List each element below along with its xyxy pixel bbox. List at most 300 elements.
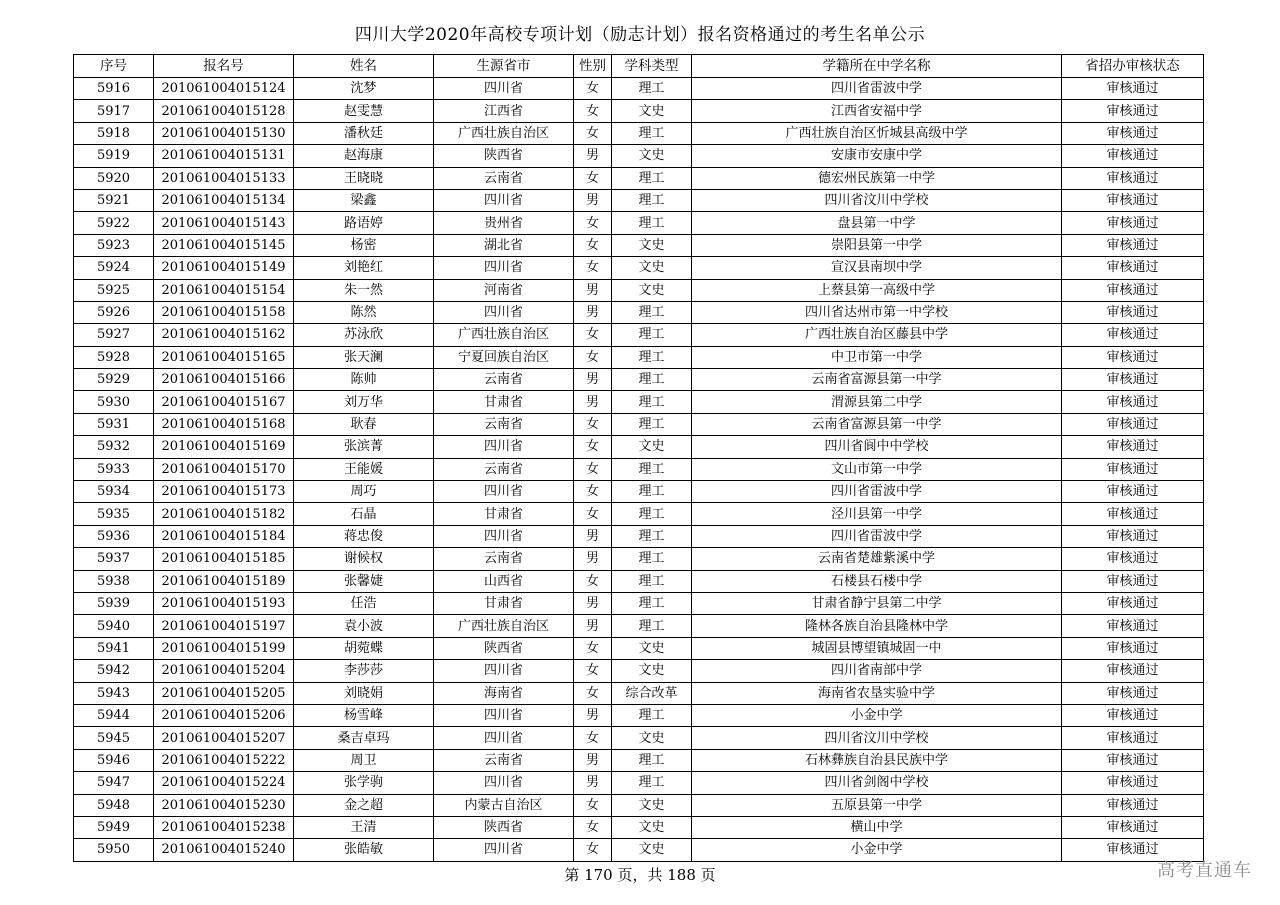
- cell-subject: 理工: [612, 772, 692, 794]
- cell-reg-no: 201061004015131: [154, 145, 294, 167]
- cell-reg-no: 201061004015182: [154, 503, 294, 525]
- cell-seq: 5943: [74, 682, 154, 704]
- cell-reg-no: 201061004015170: [154, 458, 294, 480]
- cell-gender: 女: [574, 458, 612, 480]
- cell-gender: 男: [574, 301, 612, 323]
- cell-name: 耿春: [294, 413, 434, 435]
- table-row: [74, 369, 1204, 391]
- table-row: [74, 234, 1204, 256]
- cell-province: 广西壮族自治区: [434, 615, 574, 637]
- cell-status: 审核通过: [1062, 660, 1204, 682]
- cell-province: 四川省: [434, 257, 574, 279]
- cell-seq: 5926: [74, 301, 154, 323]
- column-header-seq: 序号: [74, 55, 154, 78]
- cell-name: 刘晓娟: [294, 682, 434, 704]
- cell-province: 四川省: [434, 704, 574, 726]
- cell-reg-no: 201061004015204: [154, 660, 294, 682]
- cell-status: 审核通过: [1062, 727, 1204, 749]
- cell-status: 审核通过: [1062, 592, 1204, 614]
- cell-subject: 理工: [612, 704, 692, 726]
- cell-reg-no: 201061004015185: [154, 548, 294, 570]
- cell-subject: 文史: [612, 145, 692, 167]
- cell-province: 四川省: [434, 727, 574, 749]
- cell-name: 苏泳欣: [294, 324, 434, 346]
- cell-gender: 女: [574, 481, 612, 503]
- column-header-school: 学籍所在中学名称: [692, 55, 1062, 78]
- cell-status: 审核通过: [1062, 436, 1204, 458]
- table-row: [74, 458, 1204, 480]
- cell-reg-no: 201061004015230: [154, 794, 294, 816]
- table-row: [74, 772, 1204, 794]
- cell-subject: 理工: [612, 570, 692, 592]
- cell-gender: 女: [574, 727, 612, 749]
- cell-school: 崇阳县第一中学: [692, 234, 1062, 256]
- cell-gender: 女: [574, 682, 612, 704]
- cell-subject: 文史: [612, 436, 692, 458]
- cell-status: 审核通过: [1062, 413, 1204, 435]
- cell-status: 审核通过: [1062, 839, 1204, 861]
- table-row: [74, 391, 1204, 413]
- cell-gender: 女: [574, 167, 612, 189]
- cell-subject: 文史: [612, 816, 692, 838]
- table-row: [74, 637, 1204, 659]
- cell-seq: 5939: [74, 592, 154, 614]
- cell-seq: 5928: [74, 346, 154, 368]
- cell-province: 广西壮族自治区: [434, 122, 574, 144]
- cell-school: 江西省安福中学: [692, 100, 1062, 122]
- cell-province: 四川省: [434, 301, 574, 323]
- cell-name: 杨雪峰: [294, 704, 434, 726]
- cell-name: 潘秋廷: [294, 122, 434, 144]
- cell-status: 审核通过: [1062, 794, 1204, 816]
- cell-province: 江西省: [434, 100, 574, 122]
- table-row: [74, 682, 1204, 704]
- cell-subject: 理工: [612, 78, 692, 100]
- table-row: [74, 78, 1204, 100]
- cell-seq: 5927: [74, 324, 154, 346]
- cell-status: 审核通过: [1062, 816, 1204, 838]
- column-header-status: 省招办审核状态: [1062, 55, 1204, 78]
- cell-name: 朱一然: [294, 279, 434, 301]
- cell-province: 云南省: [434, 749, 574, 771]
- cell-subject: 理工: [612, 122, 692, 144]
- cell-reg-no: 201061004015193: [154, 592, 294, 614]
- cell-province: 山西省: [434, 570, 574, 592]
- cell-seq: 5917: [74, 100, 154, 122]
- cell-school: 横山中学: [692, 816, 1062, 838]
- cell-name: 刘艳红: [294, 257, 434, 279]
- cell-gender: 男: [574, 369, 612, 391]
- cell-seq: 5921: [74, 189, 154, 211]
- cell-seq: 5924: [74, 257, 154, 279]
- table-row: [74, 548, 1204, 570]
- cell-school: 四川省汶川中学校: [692, 189, 1062, 211]
- cell-gender: 男: [574, 525, 612, 547]
- cell-school: 甘肃省静宁县第二中学: [692, 592, 1062, 614]
- cell-school: 文山市第一中学: [692, 458, 1062, 480]
- cell-province: 四川省: [434, 481, 574, 503]
- cell-seq: 5937: [74, 548, 154, 570]
- cell-school: 石楼县石楼中学: [692, 570, 1062, 592]
- cell-subject: 理工: [612, 481, 692, 503]
- cell-seq: 5946: [74, 749, 154, 771]
- table-row: [74, 167, 1204, 189]
- cell-subject: 文史: [612, 660, 692, 682]
- table-row: [74, 525, 1204, 547]
- cell-province: 云南省: [434, 167, 574, 189]
- cell-province: 海南省: [434, 682, 574, 704]
- cell-gender: 女: [574, 637, 612, 659]
- cell-reg-no: 201061004015238: [154, 816, 294, 838]
- cell-reg-no: 201061004015165: [154, 346, 294, 368]
- cell-gender: 女: [574, 839, 612, 861]
- cell-name: 王清: [294, 816, 434, 838]
- cell-school: 四川省汶川中学校: [692, 727, 1062, 749]
- table-row: [74, 346, 1204, 368]
- cell-reg-no: 201061004015222: [154, 749, 294, 771]
- cell-seq: 5922: [74, 212, 154, 234]
- cell-subject: 理工: [612, 301, 692, 323]
- cell-name: 王晓晓: [294, 167, 434, 189]
- cell-school: 中卫市第一中学: [692, 346, 1062, 368]
- page-footer: 第 170 页，共 188 页: [564, 866, 716, 884]
- cell-reg-no: 201061004015199: [154, 637, 294, 659]
- table-row: [74, 324, 1204, 346]
- cell-subject: 理工: [612, 615, 692, 637]
- cell-status: 审核通过: [1062, 749, 1204, 771]
- table-row: [74, 279, 1204, 301]
- cell-status: 审核通过: [1062, 637, 1204, 659]
- cell-reg-no: 201061004015240: [154, 839, 294, 861]
- cell-reg-no: 201061004015162: [154, 324, 294, 346]
- cell-reg-no: 201061004015189: [154, 570, 294, 592]
- cell-seq: 5930: [74, 391, 154, 413]
- cell-seq: 5923: [74, 234, 154, 256]
- cell-seq: 5944: [74, 704, 154, 726]
- cell-reg-no: 201061004015224: [154, 772, 294, 794]
- cell-status: 审核通过: [1062, 301, 1204, 323]
- table-row: [74, 212, 1204, 234]
- cell-subject: 文史: [612, 727, 692, 749]
- cell-seq: 5932: [74, 436, 154, 458]
- table-row: [74, 481, 1204, 503]
- cell-province: 云南省: [434, 548, 574, 570]
- cell-province: 四川省: [434, 525, 574, 547]
- cell-reg-no: 201061004015168: [154, 413, 294, 435]
- cell-status: 审核通过: [1062, 615, 1204, 637]
- table-row: [74, 503, 1204, 525]
- cell-name: 沈梦: [294, 78, 434, 100]
- cell-name: 张皓敏: [294, 839, 434, 861]
- cell-name: 桑吉卓玛: [294, 727, 434, 749]
- cell-school: 安康市安康中学: [692, 145, 1062, 167]
- cell-gender: 女: [574, 257, 612, 279]
- cell-gender: 女: [574, 660, 612, 682]
- cell-status: 审核通过: [1062, 525, 1204, 547]
- cell-gender: 女: [574, 234, 612, 256]
- cell-status: 审核通过: [1062, 279, 1204, 301]
- cell-subject: 综合改革: [612, 682, 692, 704]
- cell-reg-no: 201061004015124: [154, 78, 294, 100]
- cell-province: 内蒙古自治区: [434, 794, 574, 816]
- cell-name: 刘万华: [294, 391, 434, 413]
- cell-name: 袁小波: [294, 615, 434, 637]
- cell-province: 四川省: [434, 189, 574, 211]
- cell-status: 审核通过: [1062, 346, 1204, 368]
- cell-province: 宁夏回族自治区: [434, 346, 574, 368]
- cell-seq: 5933: [74, 458, 154, 480]
- table-row: [74, 839, 1204, 861]
- cell-seq: 5935: [74, 503, 154, 525]
- cell-name: 周卫: [294, 749, 434, 771]
- cell-name: 李莎莎: [294, 660, 434, 682]
- cell-seq: 5925: [74, 279, 154, 301]
- cell-status: 审核通过: [1062, 570, 1204, 592]
- cell-name: 路语婷: [294, 212, 434, 234]
- cell-province: 四川省: [434, 78, 574, 100]
- cell-gender: 男: [574, 749, 612, 771]
- cell-subject: 文史: [612, 257, 692, 279]
- cell-reg-no: 201061004015207: [154, 727, 294, 749]
- cell-subject: 理工: [612, 548, 692, 570]
- cell-gender: 女: [574, 346, 612, 368]
- cell-reg-no: 201061004015173: [154, 481, 294, 503]
- cell-province: 甘肃省: [434, 391, 574, 413]
- column-header-reg-no: 报名号: [154, 55, 294, 78]
- cell-seq: 5936: [74, 525, 154, 547]
- table-row: [74, 436, 1204, 458]
- cell-name: 张滨菁: [294, 436, 434, 458]
- cell-gender: 女: [574, 436, 612, 458]
- cell-subject: 理工: [612, 212, 692, 234]
- cell-name: 张学驹: [294, 772, 434, 794]
- cell-subject: 理工: [612, 391, 692, 413]
- cell-reg-no: 201061004015184: [154, 525, 294, 547]
- cell-school: 广西壮族自治区忻城县高级中学: [692, 122, 1062, 144]
- table-row: [74, 189, 1204, 211]
- cell-name: 陈然: [294, 301, 434, 323]
- cell-province: 四川省: [434, 436, 574, 458]
- cell-gender: 女: [574, 794, 612, 816]
- cell-seq: 5919: [74, 145, 154, 167]
- cell-gender: 女: [574, 413, 612, 435]
- cell-status: 审核通过: [1062, 369, 1204, 391]
- cell-gender: 女: [574, 100, 612, 122]
- cell-subject: 理工: [612, 592, 692, 614]
- cell-province: 陕西省: [434, 637, 574, 659]
- cell-status: 审核通过: [1062, 78, 1204, 100]
- cell-seq: 5945: [74, 727, 154, 749]
- table-row: [74, 749, 1204, 771]
- cell-province: 四川省: [434, 772, 574, 794]
- cell-school: 海南省农垦实验中学: [692, 682, 1062, 704]
- cell-status: 审核通过: [1062, 324, 1204, 346]
- cell-province: 湖北省: [434, 234, 574, 256]
- cell-reg-no: 201061004015149: [154, 257, 294, 279]
- cell-reg-no: 201061004015134: [154, 189, 294, 211]
- cell-status: 审核通过: [1062, 772, 1204, 794]
- cell-name: 梁鑫: [294, 189, 434, 211]
- column-header-gender: 性别: [574, 55, 612, 78]
- cell-reg-no: 201061004015206: [154, 704, 294, 726]
- cell-seq: 5918: [74, 122, 154, 144]
- column-header-subject: 学科类型: [612, 55, 692, 78]
- cell-status: 审核通过: [1062, 481, 1204, 503]
- cell-status: 审核通过: [1062, 458, 1204, 480]
- cell-school: 德宏州民族第一中学: [692, 167, 1062, 189]
- cell-name: 陈帅: [294, 369, 434, 391]
- cell-seq: 5948: [74, 794, 154, 816]
- cell-subject: 理工: [612, 346, 692, 368]
- cell-school: 石林彝族自治县民族中学: [692, 749, 1062, 771]
- cell-status: 审核通过: [1062, 167, 1204, 189]
- cell-province: 云南省: [434, 413, 574, 435]
- cell-name: 赵雯慧: [294, 100, 434, 122]
- cell-seq: 5950: [74, 839, 154, 861]
- cell-reg-no: 201061004015133: [154, 167, 294, 189]
- cell-province: 河南省: [434, 279, 574, 301]
- cell-status: 审核通过: [1062, 257, 1204, 279]
- cell-province: 贵州省: [434, 212, 574, 234]
- cell-name: 张天澜: [294, 346, 434, 368]
- cell-status: 审核通过: [1062, 704, 1204, 726]
- cell-status: 审核通过: [1062, 548, 1204, 570]
- cell-status: 审核通过: [1062, 682, 1204, 704]
- table-header-row: [74, 55, 1204, 78]
- cell-reg-no: 201061004015166: [154, 369, 294, 391]
- cell-reg-no: 201061004015128: [154, 100, 294, 122]
- cell-name: 蒋忠俊: [294, 525, 434, 547]
- cell-subject: 理工: [612, 413, 692, 435]
- cell-reg-no: 201061004015154: [154, 279, 294, 301]
- cell-gender: 男: [574, 279, 612, 301]
- table-row: [74, 413, 1204, 435]
- cell-province: 甘肃省: [434, 592, 574, 614]
- table-row: [74, 257, 1204, 279]
- cell-subject: 理工: [612, 503, 692, 525]
- cell-school: 上蔡县第一高级中学: [692, 279, 1062, 301]
- cell-seq: 5941: [74, 637, 154, 659]
- cell-status: 审核通过: [1062, 145, 1204, 167]
- cell-school: 五原县第一中学: [692, 794, 1062, 816]
- cell-province: 陕西省: [434, 816, 574, 838]
- cell-seq: 5949: [74, 816, 154, 838]
- cell-subject: 理工: [612, 189, 692, 211]
- cell-province: 广西壮族自治区: [434, 324, 574, 346]
- cell-subject: 文史: [612, 637, 692, 659]
- cell-gender: 男: [574, 592, 612, 614]
- roster-table: [73, 54, 1204, 862]
- cell-subject: 文史: [612, 839, 692, 861]
- cell-reg-no: 201061004015167: [154, 391, 294, 413]
- cell-gender: 男: [574, 548, 612, 570]
- cell-school: 云南省楚雄紫溪中学: [692, 548, 1062, 570]
- cell-seq: 5934: [74, 481, 154, 503]
- table-body: [74, 78, 1204, 862]
- table-row: [74, 615, 1204, 637]
- cell-subject: 理工: [612, 525, 692, 547]
- cell-province: 四川省: [434, 839, 574, 861]
- cell-reg-no: 201061004015145: [154, 234, 294, 256]
- cell-subject: 文史: [612, 234, 692, 256]
- cell-school: 云南省富源县第一中学: [692, 369, 1062, 391]
- cell-gender: 男: [574, 189, 612, 211]
- cell-status: 审核通过: [1062, 391, 1204, 413]
- cell-reg-no: 201061004015130: [154, 122, 294, 144]
- cell-subject: 理工: [612, 167, 692, 189]
- cell-seq: 5942: [74, 660, 154, 682]
- table-row: [74, 570, 1204, 592]
- column-header-province: 生源省市: [434, 55, 574, 78]
- cell-school: 小金中学: [692, 839, 1062, 861]
- cell-gender: 男: [574, 772, 612, 794]
- cell-subject: 理工: [612, 458, 692, 480]
- cell-name: 赵海康: [294, 145, 434, 167]
- cell-gender: 女: [574, 816, 612, 838]
- cell-name: 张馨婕: [294, 570, 434, 592]
- cell-school: 四川省达州市第一中学校: [692, 301, 1062, 323]
- cell-name: 金之超: [294, 794, 434, 816]
- cell-name: 谢候权: [294, 548, 434, 570]
- cell-gender: 女: [574, 503, 612, 525]
- cell-school: 城固县博望镇城固一中: [692, 637, 1062, 659]
- cell-gender: 男: [574, 391, 612, 413]
- cell-school: 泾川县第一中学: [692, 503, 1062, 525]
- cell-reg-no: 201061004015143: [154, 212, 294, 234]
- cell-school: 渭源县第二中学: [692, 391, 1062, 413]
- cell-status: 审核通过: [1062, 100, 1204, 122]
- cell-school: 云南省富源县第一中学: [692, 413, 1062, 435]
- cell-school: 盘县第一中学: [692, 212, 1062, 234]
- cell-reg-no: 201061004015158: [154, 301, 294, 323]
- cell-school: 广西壮族自治区藤县中学: [692, 324, 1062, 346]
- cell-school: 隆林各族自治县隆林中学: [692, 615, 1062, 637]
- cell-province: 甘肃省: [434, 503, 574, 525]
- cell-province: 陕西省: [434, 145, 574, 167]
- cell-name: 杨密: [294, 234, 434, 256]
- cell-gender: 男: [574, 145, 612, 167]
- watermark-text: 高考直通车: [1157, 860, 1252, 881]
- table-row: [74, 301, 1204, 323]
- cell-status: 审核通过: [1062, 503, 1204, 525]
- cell-name: 王能媛: [294, 458, 434, 480]
- table-row: [74, 122, 1204, 144]
- cell-seq: 5940: [74, 615, 154, 637]
- cell-subject: 理工: [612, 369, 692, 391]
- cell-school: 小金中学: [692, 704, 1062, 726]
- cell-reg-no: 201061004015205: [154, 682, 294, 704]
- cell-status: 审核通过: [1062, 212, 1204, 234]
- cell-school: 四川省南部中学: [692, 660, 1062, 682]
- cell-name: 任浩: [294, 592, 434, 614]
- table-row: [74, 727, 1204, 749]
- cell-seq: 5920: [74, 167, 154, 189]
- cell-school: 四川省阆中中学校: [692, 436, 1062, 458]
- cell-subject: 理工: [612, 324, 692, 346]
- cell-subject: 理工: [612, 749, 692, 771]
- table-row: [74, 100, 1204, 122]
- cell-school: 四川省雷波中学: [692, 78, 1062, 100]
- cell-seq: 5931: [74, 413, 154, 435]
- cell-gender: 女: [574, 570, 612, 592]
- cell-name: 石晶: [294, 503, 434, 525]
- cell-subject: 文史: [612, 794, 692, 816]
- cell-status: 审核通过: [1062, 234, 1204, 256]
- cell-gender: 男: [574, 615, 612, 637]
- cell-name: 胡菀蝶: [294, 637, 434, 659]
- cell-gender: 女: [574, 324, 612, 346]
- cell-gender: 女: [574, 78, 612, 100]
